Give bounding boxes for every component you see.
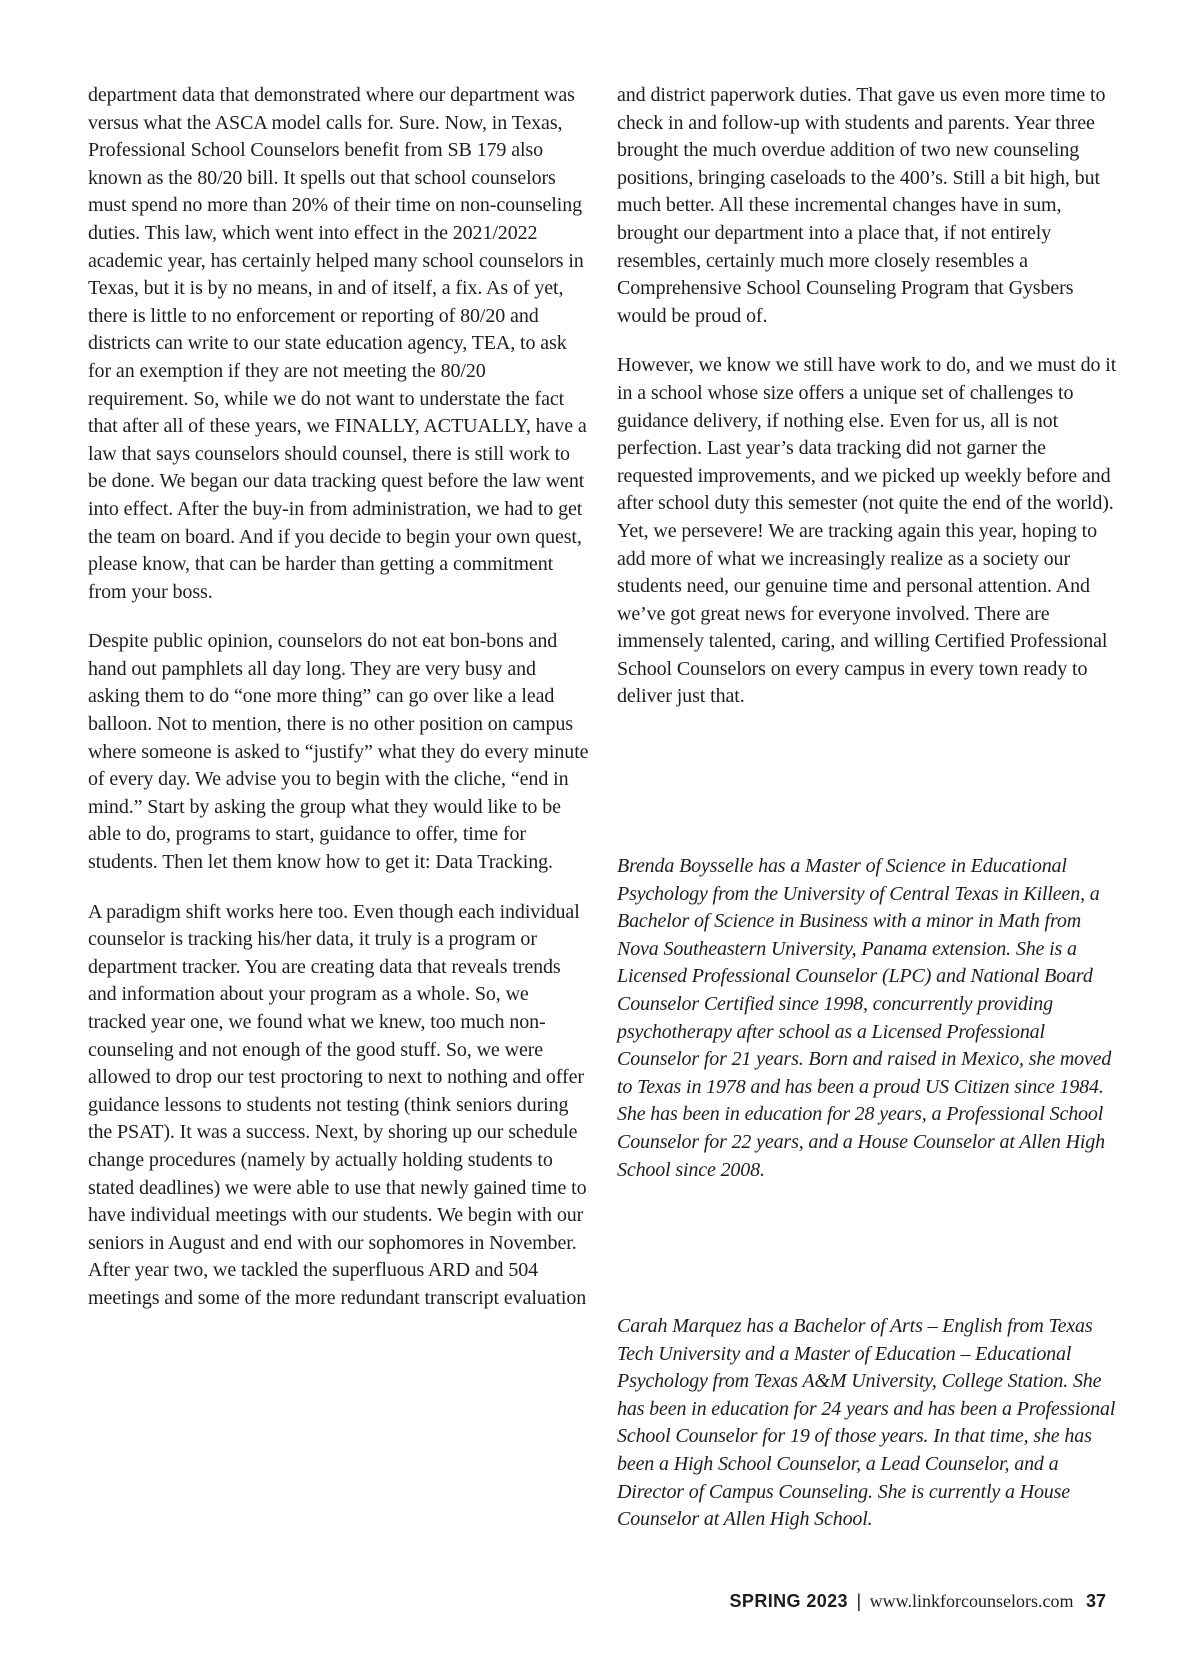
website-link[interactable]: www.linkforcounselors.com [869, 1591, 1074, 1611]
article-paragraph: A paradigm shift works here too. Even though each individual counselor is tracking his/her data, it truly is a program or department tracker. You are creating data that reveals trends and information about your program as a whole. So, we tracked year one, we found what we knew, too much non-counseling and not enough of the good stuff. So, we were allowed to drop our test proctoring to next to nothing and offer guidance lessons to students not testing (think seniors during the PSAT). It was a success. Next, by shoring up our schedule change procedures (namely by actually holding students to stated deadlines) we were able to use that newly gained time to have individual meetings with our students. We begin with our seniors in August and end with our sophomores in November. After year two, we tackled the superfluous ARD and 504 meetings and some of the more redundant transcript evaluation [88, 900, 587, 1309]
author-bio-boysselle: Brenda Boysselle has a Master of Science in Educational Psychology from the University of Central Texas in Killeen, a Bachelor of Science in Business with a minor in Math from Nova Southeastern University, Panama extension. She is a Licensed Professional Counselor (LPC) and National Board Counselor Certified since 1998, concurrently providing psychotherapy after school as a Licensed Professional Counselor for 21 years. Born and raised in Mexico, she moved to Texas in 1978 and has been a proud US Citizen since 1984. She has been in education for 28 years, a Professional School Counselor for 22 years, and a House Counselor at Allen High School since 2008. [617, 855, 1112, 1181]
author-bio-marquez: Carah Marquez has a Bachelor of Arts – English from Texas Tech University and a Master of Education – Educational Psychology from Texas A&M University, College Station. She has been in education for 24 years and has been a Professional School Counselor for 19 of those years. In that time, she has been a High School Counselor, a Lead Counselor, and a Director of Campus Counseling. She is currently a House Counselor at Allen High School. [617, 1315, 1116, 1531]
left-column [88, 82, 590, 1335]
article-paragraph: However, we know we still have work to do, and we must do it in a school whose size offers a unique set of challenges to guidance delivery, if nothing else. Even for us, all is not perfection. Last year’s data tracking did not garner the requested improvements, and we picked up weekly before and after school duty this semester (not quite the end of the world). Yet, we persevere! We are tracking again this year, hoping to add more of what we increasingly realize as a society our students need, our genuine time and personal attention. And we’ve got great news for everyone involved. There are immensely talented, caring, and willing Certified Professional School Counselors on every campus in every town ready to deliver just that. [617, 354, 1117, 708]
article-paragraph: and district paperwork duties. That gave us even more time to check in and follow-up with students and parents. Year three brought the much overdue addition of two new counseling positions, bringing caseloads to the 400’s. Still a bit high, but much better. All these incremental changes have in sum, brought our department into a place that, if not entirely resembles, certainly much more closely resembles a Comprehensive School Counseling Program that Gysbers would be proud of. [617, 84, 1106, 327]
page-number: 37 [1085, 1591, 1106, 1611]
article-paragraph: department data that demonstrated where our department was versus what the ASCA model calls for. Sure. Now, in Texas, Professional School Counselors benefit from SB 179 also known as the 80/20 bill. It spells out that school counselors must spend no more than 20% of their time on non-counseling duties. This law, which went into effect in the 2021/2022 academic year, has certainly helped many school counselors in Texas, but it is by no means, in and of itself, a fix. As of yet, there is little to no enforcement or reporting of 80/20 and districts can write to our state education agency, TEA, to ask for an exemption if they are not meeting the 80/20 requirement. So, while we do not want to understate the fact that after all of these years, we FINALLY, ACTUALLY, have a law that says counselors should counsel, there is still work to be done. We began our data tracking quest before the law went into effect. After the buy-in from administration, we had to get the team on board. And if you decide to begin your own quest, please know, that can be harder than getting a commitment from your boss. [88, 84, 587, 603]
right-column [617, 82, 1123, 733]
article-paragraph: Despite public opinion, counselors do not eat bon-bons and hand out pamphlets all day long. They are very busy and asking them to do “one more thing” can go over like a lead balloon. Not to mention, there is no other position on campus where someone is asked to “justify” what they do every minute of every day. We advise you to begin with the cliche, “end in mind.” Start by asking the group what they would like to be able to do, programs to start, guidance to offer, time for students. Then let them know how to get it: Data Tracking. [88, 630, 589, 874]
page-footer [730, 1590, 1106, 1612]
footer-separator: | [856, 1591, 862, 1611]
issue-label: SPRING 2023 [729, 1591, 848, 1611]
